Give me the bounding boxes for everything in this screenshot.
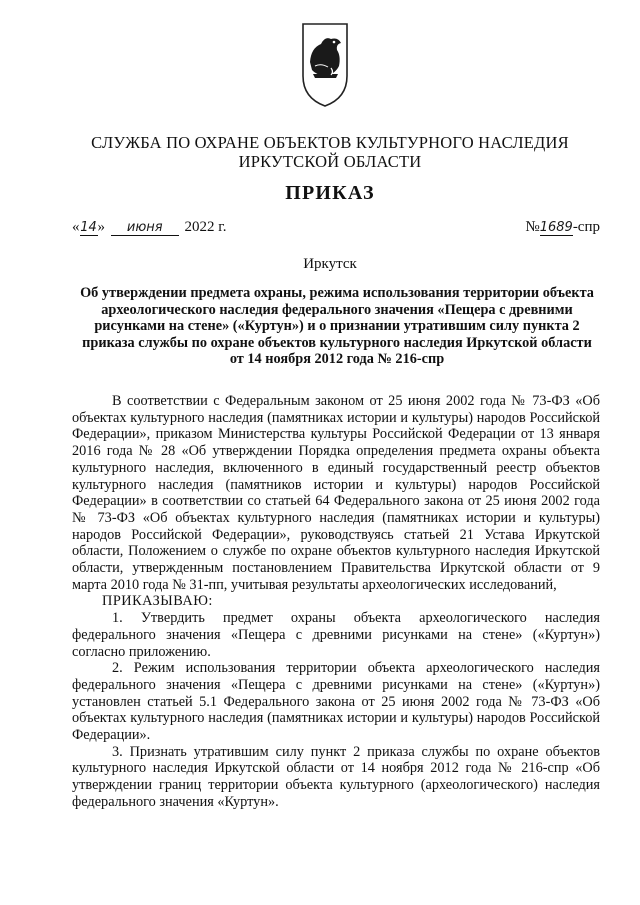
agency-name (40, 133, 620, 171)
city: Иркутск (303, 256, 357, 272)
handwritten-day: 14 (80, 220, 97, 235)
order-word: ПРИКАЗЫВАЮ: (102, 593, 213, 610)
clause-2: 2. Режим использования территории объекта археологического наследия федерального значения «Пещера с древними рисунками на стене» («Куртун») установлен статьей 5.1 Федерального закона от 25 июня 2002 года № 73-ФЗ «Об объектах культурного наследия (памятниках истории и культуры) народов Российской Федерации». (72, 660, 600, 744)
document-body (72, 393, 600, 811)
preamble-paragraph: В соответствии с Федеральным законом от 25 июня 2002 года № 73-ФЗ «Об объектах культурного наследия (памятниках истории и культуры) народов Российской Федерации», приказом Министерства культуры Российской Федерации от 13 января 2016 года № 28 «Об утверждении Порядка определения предмета охраны объекта культурного наследия, включенного в единый государственный реестр объектов культурного наследия (памятников истории и культуры) народов Российской Федерации» в соответствии со статьей 64 Федерального закона от 25 июня 2002 года № 73-ФЗ «Об объектах культурного наследия (памятниках истории и культуры) народов Российской Федерации», руководствуясь статьей 21 Устава Иркутской области, Положением о службе по охране объектов культурного наследия Иркутской области, утвержденным постановлением Правительства Иркутской области от 9 марта 2010 года № 31-пп, учитывая результаты археологических исследований, (72, 393, 600, 593)
number-suffix: -спр (572, 219, 600, 235)
clause-1: 1. Утвердить предмет охраны объекта археологического наследия федерального значения «Пещера с древними рисунками на стене» («Куртун») согласно приложению. (72, 610, 600, 660)
document-title: ПРИКАЗ (285, 182, 375, 204)
order-date (72, 219, 226, 236)
clause-3: 3. Признать утратившим силу пункт 2 приказа службы по охране объектов культурного наследия Иркутской области от 14 ноября 2012 года № 216-спр «Об утверждении границ территории объекта культурного (археологического) наследия федерального значения «Куртун». (72, 743, 600, 810)
number-prefix: № (525, 219, 540, 235)
agency-line-1: СЛУЖБА ПО ОХРАНЕ ОБЪЕКТОВ КУЛЬТУРНОГО НАСЛЕДИЯ (91, 133, 569, 152)
date-open-quote: « (72, 219, 80, 235)
date-close-quote: » (97, 219, 105, 235)
irkutsk-oblast-coat-of-arms-icon (301, 22, 349, 108)
handwritten-number: 1689 (539, 220, 573, 235)
handwritten-month: июня (111, 220, 179, 236)
order-year: 2022 г. (184, 219, 227, 235)
agency-line-2: ИРКУТСКОЙ ОБЛАСТИ (238, 152, 422, 171)
order-number (525, 219, 600, 236)
document-heading: Об утверждении предмета охраны, режима использования территории объекта археологического наследия федерального значения «Пещера с древними рисунками на стене» («Куртун») и о признании утратившим силу пункта 2 приказа службы по охране объектов культурного наследия Иркутской области от 14 ноября 2012 года № 216-спр (80, 285, 594, 368)
